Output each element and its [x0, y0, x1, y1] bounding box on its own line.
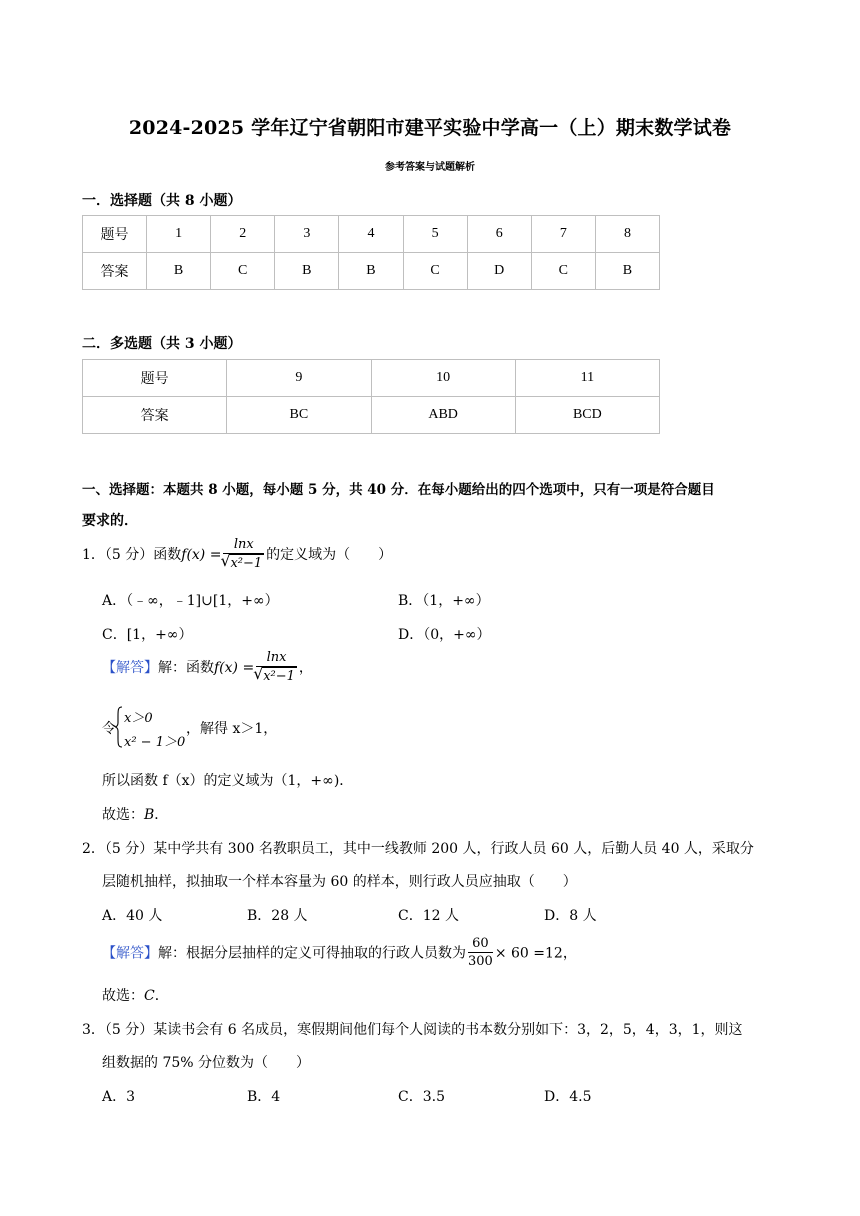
table-cell: 7 [531, 216, 595, 253]
q3-option-d: D．4.5 [544, 1089, 592, 1105]
table-cell: 3 [275, 216, 339, 253]
q1-choice [102, 804, 168, 824]
q2-choice-letter: C [144, 988, 155, 1004]
system-brace-icon [114, 706, 124, 748]
q1-choice-prefix: 故选： [102, 807, 144, 823]
q3-option-a: A．3 [102, 1089, 136, 1105]
question-3-line1: 3．（5 分）某读书会有 6 名成员，寒假期间他们每个人阅读的书本数分别如下：3，2，5，4，3，1，则这 [82, 1022, 743, 1038]
table-cell: 题号 [83, 360, 227, 397]
table-cell: 9 [227, 360, 371, 397]
q1-numerator: lnx [223, 537, 264, 554]
table-cell: B [275, 253, 339, 290]
q1-choice-suffix: ． [154, 807, 169, 823]
table-cell: B [595, 253, 659, 290]
q2-solution [102, 936, 577, 971]
table-cell: BC [227, 397, 371, 434]
table-cell: 答案 [83, 397, 227, 434]
q1-conclusion: 所以函数 f（x）的定义域为（1，+∞)． [102, 773, 354, 789]
question-1 [82, 537, 392, 573]
q1-ling: 令 [102, 721, 116, 737]
q1-option-d: D．（0，+∞） [398, 627, 491, 643]
table-row [83, 216, 660, 253]
q1-condition-2: x² − 1＞0 [124, 735, 186, 750]
q2-frac-numerator: 60 [468, 936, 493, 953]
answer-table-single [82, 215, 660, 290]
table-cell: 2 [211, 216, 275, 253]
q1-solution-tag: 【解答】 [102, 660, 158, 676]
table-cell: 8 [595, 216, 659, 253]
q2-option-d: D．8 人 [544, 908, 597, 924]
table-row [83, 253, 660, 290]
question-2-line1: 2．（5 分）某中学共有 300 名教职员工，其中一线教师 200 人，行政人员 60 人，后勤人员 40 人，采取分 [82, 841, 754, 857]
table-cell: 题号 [83, 216, 147, 253]
q1-solution-prefix: 解：函数 [158, 660, 214, 676]
document-subtitle: 参考答案与试题解析 [385, 162, 475, 173]
table-cell: 5 [403, 216, 467, 253]
q1-option-b: B．（1，+∞） [398, 593, 490, 609]
q1-condition-1: x＞0 [124, 711, 153, 726]
q2-choice-suffix: ． [154, 988, 169, 1004]
q2-choice [102, 985, 169, 1005]
table-row [83, 360, 660, 397]
table-cell: B [339, 253, 403, 290]
question-2-line2: 层随机抽样，拟抽取一个样本容量为 60 的样本，则行政人员应抽取（ ） [102, 874, 577, 890]
q2-solution-text: 解：根据分层抽样的定义可得抽取的行政人员数为 [158, 945, 466, 962]
table-cell: D [467, 253, 531, 290]
q1-solution-numerator: lnx [256, 650, 297, 667]
answer-table-multi [82, 359, 660, 434]
q2-choice-prefix: 故选： [102, 988, 144, 1004]
q1-solution-fraction [256, 650, 297, 686]
table-row [83, 397, 660, 434]
table-cell: 答案 [83, 253, 147, 290]
table-cell: 1 [147, 216, 211, 253]
q1-solution-func: f(x) = [214, 660, 255, 676]
table-cell: B [147, 253, 211, 290]
table-cell: BCD [515, 397, 659, 434]
q1-solution-comma: ， [298, 660, 313, 676]
q1-fraction [223, 537, 264, 573]
section2-heading: 二．多选题（共 3 小题） [82, 336, 242, 352]
table-cell: 6 [467, 216, 531, 253]
instructions-line1: 一、选择题：本题共 8 小题，每小题 5 分，共 40 分．在每小题给出的四个选项中，只有一项是符合题目 [82, 482, 715, 498]
q1-option-a: A．（﹣∞，﹣1]∪[1，+∞） [102, 593, 279, 609]
q1-option-c: C．[1，+∞） [102, 627, 193, 643]
q1-radicand: √ x²−1 [229, 554, 264, 573]
table-cell: C [531, 253, 595, 290]
q1-choice-letter: B [144, 807, 155, 823]
section1-heading: 一．选择题（共 8 小题） [82, 193, 242, 209]
q1-solve-text: ，解得 x＞1， [186, 721, 278, 737]
q2-solution-tail: × 60 =12， [494, 945, 577, 962]
q1-solution [102, 650, 313, 686]
instructions-line2: 要求的． [82, 513, 138, 529]
question-3-line2: 组数据的 75% 分位数为（ ） [102, 1055, 311, 1071]
q2-option-c: C．12 人 [398, 908, 459, 924]
table-cell: C [403, 253, 467, 290]
document-title: 2024-2025 学年辽宁省朝阳市建平实验中学高一（上）期末数学试卷 [128, 117, 732, 139]
table-cell: 10 [371, 360, 515, 397]
q1-suffix: 的定义域为（ ） [266, 547, 393, 563]
q3-option-b: B．4 [247, 1089, 281, 1105]
q2-option-b: B．28 人 [247, 908, 308, 924]
q1-func: f(x) = [181, 547, 222, 563]
q2-option-a: A．40 人 [102, 908, 163, 924]
table-cell: 11 [515, 360, 659, 397]
table-cell: ABD [371, 397, 515, 434]
table-cell: 4 [339, 216, 403, 253]
q2-fraction [468, 936, 493, 971]
q1-solution-radicand: √ x²−1 [262, 667, 297, 686]
table-cell: C [211, 253, 275, 290]
q1-prefix: 1．（5 分）函数 [82, 547, 182, 563]
q2-frac-denominator: 300 [468, 954, 493, 969]
q2-solution-tag: 【解答】 [102, 945, 158, 962]
q3-option-c: C．3.5 [398, 1089, 445, 1105]
